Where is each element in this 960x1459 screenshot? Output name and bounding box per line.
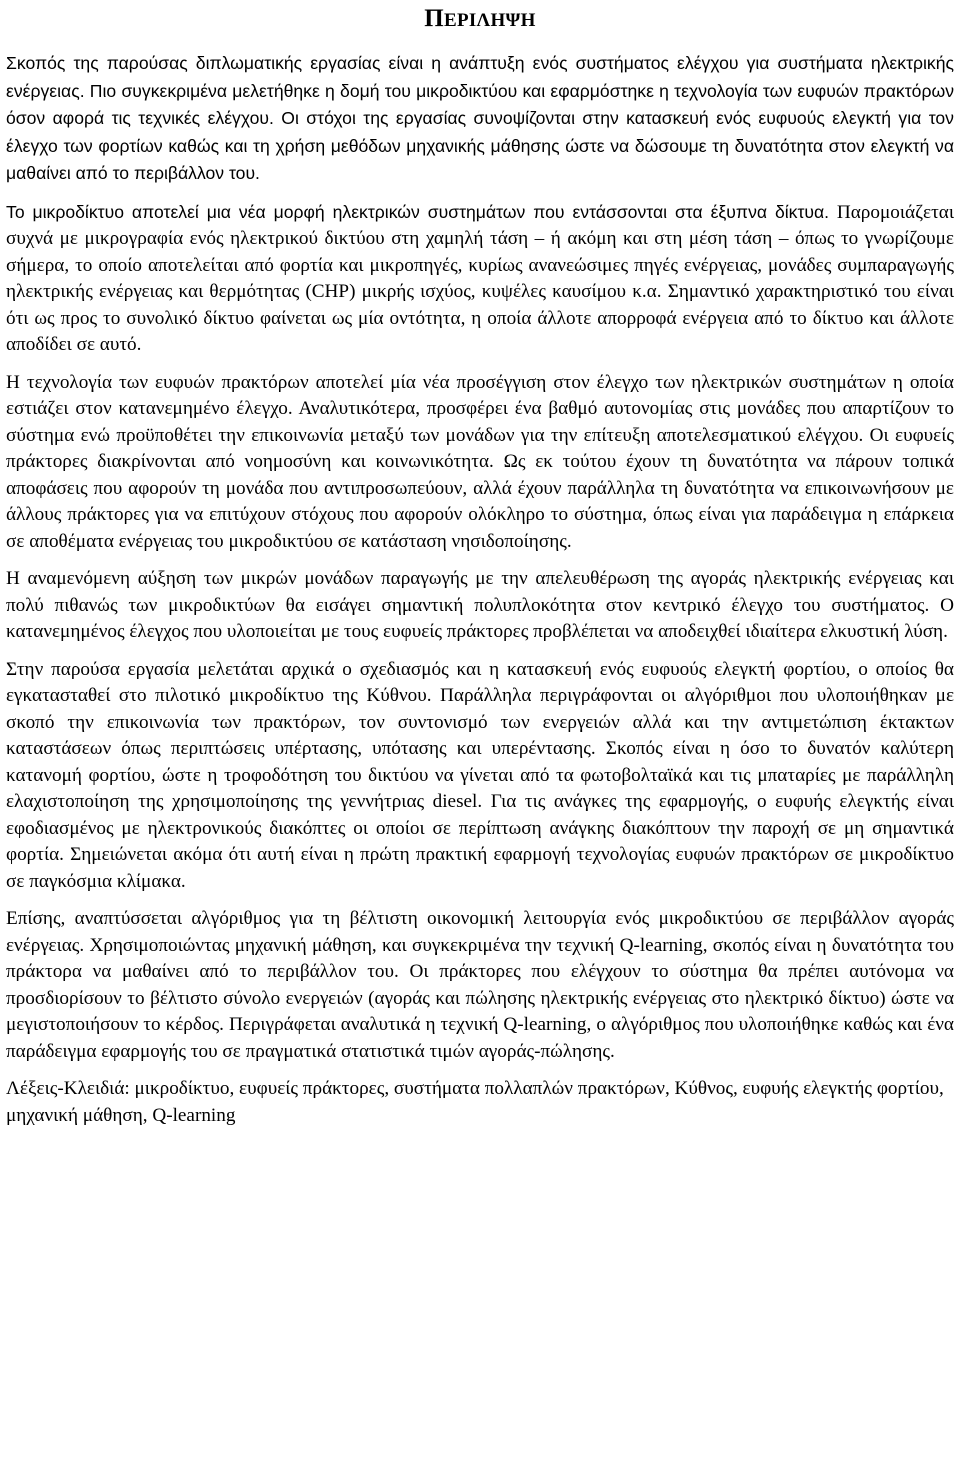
title-rest: ΕΡΙΛΗΨΗ — [443, 10, 536, 31]
paragraph-microgrid — [6, 199, 954, 359]
paragraph-objective-part-b: Οι στόχοι της εργασίας συνοψίζονται στην κατασκευή ενός ευφυούς ελεγκτή για τον έλεγχο των φορτίων καθώς και τη χρήση μεθόδων μηχανικής μάθησης ώστε να δώσουμε τη δυνατότητα στον ελεγκτή να μαθαίνει από το περιβάλλον του. — [6, 108, 954, 183]
paragraph-microgrid-body: Παρομοιάζεται συχνά με μικρογραφία ενός ηλεκτρικού δικτύου στη χαμηλή τάση – ή ακόμη και στη μέση τάση – όπως το γνωρίζουμε σήμερα, το οποίο αποτελείται από φορτία και μικροπηγές, κυρίως ανανεώσιμες πηγές ενέργειας, μονάδες συμπαραγωγής ηλεκτρικής ενέργειας και θερμότητας (CHP) μικρής ισχύος, κυψέλες καυσίμου κ.α. Σημαντικό χαρακτηριστικό του είναι ότι ως προς το συνολικό δίκτυο φαίνεται ως μία οντότητα, η οποία άλλοτε απορροφά ενέργεια από το δίκτυο και άλλοτε αποδίδει σε αυτό. — [6, 201, 954, 355]
paragraph-microgrid-intro: Το μικροδίκτυο αποτελεί μια νέα μορφή ηλεκτρικών συστημάτων που εντάσσονται στα έξυπνα δίκτυα. — [6, 201, 830, 222]
paragraph-load-controller: Στην παρούσα εργασία μελετάται αρχικά ο σχεδιασμός και η κατασκευή ενός ευφυούς ελεγκτή φορτίου, ο οποίος θα εγκατασταθεί στο πιλοτικό μικροδίκτυο της Κύθνου. Παράλληλα περιγράφονται οι αλγόριθμοι που υλοποιήθηκαν με σκοπό την επικοινωνία των πρακτόρων, τον συντονισμό των ενεργειών αλλά και την αντιμετώπιση έκτακτων καταστάσεων όπως περιπτώσεις υπέρτασης, υπότασης και υπερέντασης. Σκοπός είναι η όσο το δυνατόν καλύτερη κατανομή φορτίου, ώστε η τροφοδότηση του δικτύου να γίνεται από τα φωτοβολταϊκά και τις μπαταρίες με παράλληλη ελαχιστοποίηση της χρησιμοποίησης της γεννήτριας diesel. Για τις ανάγκες της εφαρμογής, ο ευφυής ελεγκτής είναι εφοδιασμένος με ηλεκτρονικούς διακόπτες οι οποίοι σε περίπτωση ανάγκης διακόπτουν την παροχή σε μη σημαντικά φορτία. Σημειώνεται ακόμα ότι αυτή είναι η πρώτη πρακτική εφαρμογή τεχνολογίας ευφυών πρακτόρων σε μικροδίκτυο σε παγκόσμια κλίμακα. — [6, 658, 954, 892]
paragraph-objective — [6, 50, 954, 188]
title-initial: Π — [424, 5, 444, 32]
paragraph-q-learning: Επίσης, αναπτύσσεται αλγόριθμος για τη βέλτιστη οικονομική λειτουργία ενός μικροδικτύου σε περιβάλλον αγοράς ενέργειας. Χρησιμοποιώντας μηχανική μάθηση, και συγκεκριμένα την τεχνική Q-learning, σκοπός είναι η δυνατότητα του πράκτορα να μαθαίνει από το περιβάλλον του. Οι πράκτορες που ελέγχουν το σύστημα θα πρέπει αυτόνομα να προσδιορίσουν το βέλτιστο σύνολο ενεργειών (αγοράς και πώλησης ηλεκτρικής ενέργειας στο ηλεκτρικό δίκτυο) ώστε να μεγιστοποιήσουν το κέρδος. Περιγράφεται αναλυτικά η τεχνική Q-learning, ο αλγόριθμος που υλοποιήθηκε καθώς και ένα παράδειγμα εφαρμογής του σε πραγματικά στατιστικά τιμών αγοράς-πώλησης. — [6, 908, 954, 1062]
keywords-text: μικροδίκτυο, ευφυείς πράκτορες, συστήματα πολλαπλών πρακτόρων, Κύθνος, ευφυής ελεγκτής φορτίου, μηχανική μάθηση, Q-learning — [6, 1078, 944, 1126]
page-title — [6, 2, 954, 36]
paragraph-objective-part-a: Σκοπός της παρούσας διπλωματικής εργασίας είναι η ανάπτυξη ενός συστήματος ελέγχου για συστήματα ηλεκτρικής ενέργειας. Πιο συγκεκριμένα μελετήθηκε η δομή του μικροδικτύου και εφαρμόστηκε η τεχνολογία των ευφυών πρακτόρων όσον αφορά τις τεχνικές ελέγχου. — [6, 53, 954, 128]
paragraph-agents: Η τεχνολογία των ευφυών πρακτόρων αποτελεί μία νέα προσέγγιση στον έλεγχο των ηλεκτρικών συστημάτων η οποία εστιάζει στον κατανεμημένο έλεγχο. Αναλυτικότερα, προσφέρει ένα βαθμό αυτονομίας στις μονάδες που απαρτίζουν το σύστημα ενώ προϋποθέτει την επικοινωνία μεταξύ των μονάδων για την επίτευξη αποτελεσματικού ελέγχου. Οι ευφυείς πράκτορες διακρίνονται από νοημοσύνη και κοινωνικότητα. Ως εκ τούτου έχουν τη δυνατότητα να πάρουν τοπικά αποφάσεις που αφορούν τη μονάδα που αντιπροσωπεύουν, αλλά έχουν παράλληλα τη δυνατότητα να επικοινωνήσουν με άλλους πράκτορες για να επιτύχουν στόχους που αφορούν ολόκληρο το σύστημα, όπως είναι για παράδειγμα η επάρκεια σε αποθέματα ενέργειας του μικροδικτύου σε κατάσταση νησιδοποίησης. — [6, 371, 954, 552]
document-page — [6, 0, 954, 1148]
paragraph-distributed-control: Η αναμενόμενη αύξηση των μικρών μονάδων παραγωγής με την απελευθέρωση της αγοράς ηλεκτρικής ενέργειας και πολύ πιθανώς των μικροδικτύων θα εισάγει σημαντική πολυπλοκότητα στον κεντρικό έλεγχο του συστήματος. Ο κατανεμημένος έλεγχος που υλοποιείται με τους ευφυείς πράκτορες προβλέπεται να αποδειχθεί ιδιαίτερα ελκυστική λύση. — [6, 568, 954, 642]
keywords-label: Λέξεις-Κλειδιά: — [6, 1078, 130, 1099]
keywords — [6, 1076, 954, 1129]
